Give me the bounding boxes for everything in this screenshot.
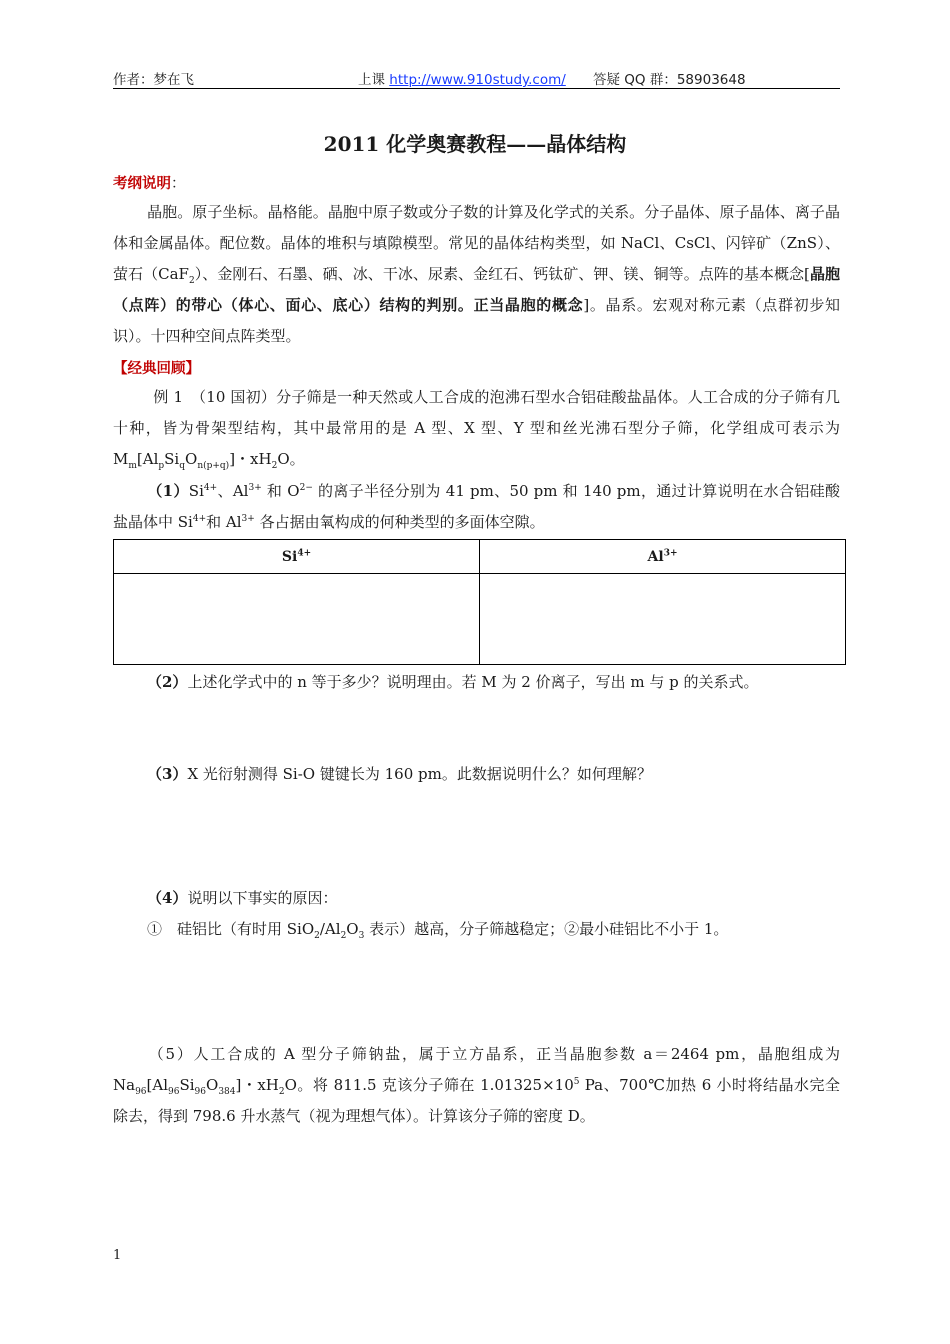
- table-header-si-sup: 4+: [297, 547, 312, 558]
- syllabus-heading-text: 考纲说明: [113, 175, 171, 192]
- q1-sup-2: 3+: [248, 483, 262, 493]
- syllabus-bold: 晶胞（点阵）的带心（体心、面心、底心）结构的判别。正当晶胞的概念: [113, 265, 840, 314]
- answer-cell-si[interactable]: [114, 574, 480, 665]
- q5-sub-2: 96: [168, 1087, 180, 1097]
- question-4-items: [113, 914, 840, 945]
- syllabus-text-3: ]。晶系。宏观对称元素（点群初步知识）。十四种空间点阵类型。: [113, 296, 840, 345]
- formula-sub-n: n(p+q): [197, 461, 230, 471]
- q5-text-3: Si: [179, 1076, 195, 1094]
- formula-o: O: [185, 450, 198, 468]
- q5-text-2: [Al: [146, 1076, 169, 1094]
- question-2: [113, 667, 840, 698]
- q4-item-text-2: /Al: [319, 920, 341, 938]
- q5-sub-3: 96: [194, 1087, 206, 1097]
- formula-al: [Al: [136, 450, 159, 468]
- q4-item-text-3: O: [346, 920, 359, 938]
- formula-tail: ]・xH: [229, 450, 272, 468]
- q4-item-text-1: ① 硅铝比（有时用 SiO: [147, 920, 315, 938]
- question-4: [113, 883, 840, 914]
- q1-sup-4: 4+: [192, 514, 207, 524]
- q2-text: 上述化学式中的 n 等于多少？说明理由。若 M 为 2 价离子，写出 m 与 p 的关系式。: [187, 673, 759, 691]
- table-header-al-sup: 3+: [663, 547, 678, 558]
- question-1: [113, 476, 840, 538]
- table-header-al-text: Al: [647, 548, 664, 565]
- page-title: 2011 化学奥赛教程——晶体结构: [323, 132, 627, 156]
- q5-text-5: ]・xH: [235, 1076, 279, 1094]
- example-intro: [113, 382, 840, 475]
- q3-number: （3）: [147, 765, 188, 783]
- q5-sub-1: 96: [135, 1087, 147, 1097]
- question-3: [113, 759, 840, 790]
- table-header-si: [114, 540, 480, 574]
- q1-text-2: 、Al: [217, 482, 249, 500]
- page-number: 1: [113, 1248, 122, 1263]
- header-course: [358, 68, 566, 88]
- q5-text-6: O。将 811.5 克该分子筛在 1.01325×10: [284, 1076, 574, 1094]
- course-link[interactable]: http://www.910study.com/: [389, 72, 566, 88]
- q5-text-7: Pa、700℃加热 6 小时将结晶水完全除去，得到 798.6 升水蒸气（视为理想气体）。计算该分子筛的密度 D。: [113, 1076, 840, 1125]
- syllabus-paragraph: [113, 197, 840, 352]
- formula-end: O。: [277, 450, 305, 468]
- formula-sub-2: 2: [271, 461, 278, 471]
- q4-text: 说明以下事实的原因：: [187, 889, 338, 907]
- header-rule: [113, 88, 840, 89]
- q1-sup-1: 4+: [203, 483, 218, 493]
- question-5: [113, 1039, 840, 1132]
- table-header-row: [114, 540, 846, 574]
- table-header-si-text: Si: [281, 548, 298, 565]
- answer-cell-al[interactable]: [480, 574, 846, 665]
- q4-item-text-4: 表示）越高，分子筛越稳定；②最小硅铝比不小于 1。: [364, 920, 729, 938]
- q1-text-6: 各占据由氧构成的何种类型的多面体空隙。: [254, 513, 545, 531]
- q1-text-4: 的离子半径分别为 41 pm、50 pm 和 140 pm，通过计算说明在水合铝硅酸盐晶体中 Si: [113, 482, 841, 531]
- example-intro-text: 例 1 （10 国初）分子筛是一种天然或人工合成的泡沸石型水合铝硅酸盐晶体。人工合成的分子筛有几十种，皆为骨架型结构，其中最常用的是 A 型、X 型、Y 型和丝光沸石型分子筛，化学组成可表示为 M: [113, 388, 840, 468]
- table-header-al: [480, 540, 846, 574]
- answer-table: [113, 539, 846, 665]
- header-author: 作者：梦在飞: [113, 72, 194, 88]
- q1-sup-5: 3+: [241, 514, 255, 524]
- syllabus-heading: [113, 172, 186, 193]
- q1-text-5: 和 Al: [206, 513, 242, 531]
- syllabus-text-1: 晶胞。原子坐标。晶格能。晶胞中原子数或分子数的计算及化学式的关系。分子晶体、原子晶体、离子晶体和金属晶体。配位数。晶体的堆积与填隙模型。常见的晶体结构类型，如 NaCl、CsCl、闪锌矿（ZnS）、萤石（CaF: [113, 203, 840, 283]
- q5-text-4: O: [206, 1076, 219, 1094]
- formula-si: Si: [164, 450, 180, 468]
- q2-number: （2）: [147, 673, 188, 691]
- q5-sub-5: 2: [278, 1087, 285, 1097]
- header-qq: 答疑 QQ 群：58903648: [593, 72, 746, 88]
- review-heading: 【经典回顾】: [113, 360, 200, 377]
- formula-sub-p: p: [158, 461, 165, 471]
- formula-sub-m: m: [128, 461, 137, 471]
- q5-sup: 5: [573, 1077, 580, 1087]
- q4-sub-1: 2: [314, 931, 320, 941]
- q5-text-1: （5）人工合成的 A 型分子筛钠盐，属于立方晶系，正当晶胞参数 a＝2464 pm，晶胞组成为 Na: [113, 1045, 840, 1094]
- q1-text-1: Si: [188, 482, 204, 500]
- q4-sub-3: 3: [358, 931, 365, 941]
- q1-text-3: 和 O: [261, 482, 300, 500]
- q1-sup-3: 2−: [299, 483, 313, 493]
- syllabus-text-2: ）、金刚石、石墨、硒、冰、干冰、尿素、金红石、钙钛矿、钾、镁、铜等。点阵的基本概念[: [194, 265, 810, 283]
- q3-text: X 光衍射测得 Si-O 键键长为 160 pm。此数据说明什么？如何理解？: [187, 765, 652, 783]
- syllabus-heading-colon: ：: [171, 176, 186, 192]
- q4-number: （4）: [147, 889, 188, 907]
- q5-sub-4: 384: [218, 1087, 236, 1097]
- formula-sub-q: q: [179, 461, 185, 471]
- header-course-prefix: 上课: [358, 72, 385, 88]
- q1-number: （1）: [147, 482, 189, 500]
- q4-sub-2: 2: [340, 931, 347, 941]
- table-answer-row: [114, 574, 846, 665]
- syllabus-sub: 2: [188, 276, 195, 286]
